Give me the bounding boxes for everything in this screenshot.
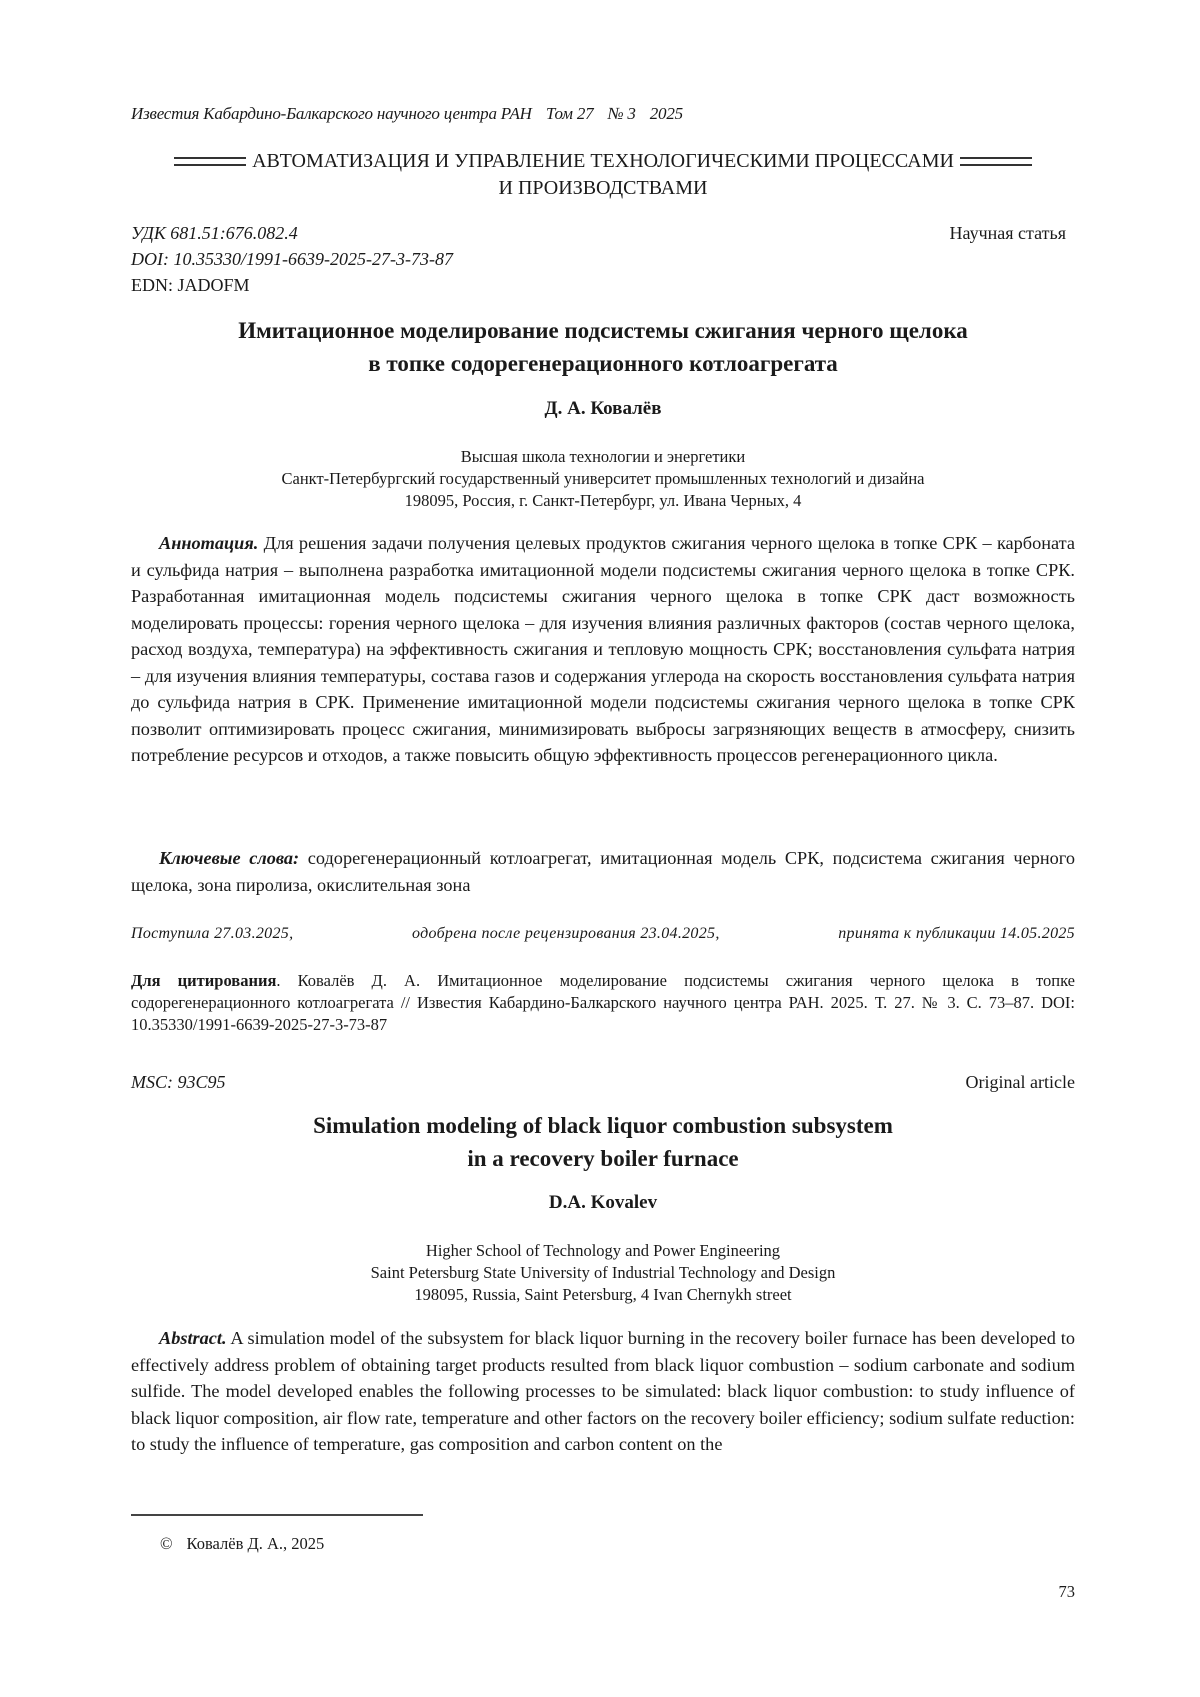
date-revised: одобрена после рецензирования 23.04.2025, (412, 925, 720, 942)
publication-dates (131, 925, 1075, 943)
journal-issue: № 3 (607, 104, 636, 123)
journal-volume: Том 27 (545, 104, 594, 123)
footnote-divider (131, 1514, 423, 1516)
affiliation-ru-line: 198095, Россия, г. Санкт-Петербург, ул. Ивана Черных, 4 (404, 491, 802, 510)
keywords-ru-text: содорегенерационный котлоагрегат, имитационная модель СРК, подсистема сжигания черного щелока, зона пиролиза, окислительная зона (131, 848, 1075, 895)
copyright-icon: © (160, 1534, 173, 1553)
affiliation-en-line: Higher School of Technology and Power Engineering (425, 1241, 781, 1260)
keywords-ru (131, 845, 1075, 898)
journal-name: Известия Кабардино-Балкарского научного центра РАН (131, 104, 532, 123)
date-accepted: принята к публикации 14.05.2025 (838, 925, 1075, 942)
article-meta-en (131, 1072, 1075, 1093)
section-heading (131, 148, 1075, 202)
keywords-ru-label: Ключевые слова: (159, 848, 300, 868)
abstract-ru-text: Для решения задачи получения целевых продуктов сжигания черного щелока в топке СРК – карбоната и сульфида натрия – выполнена разработка имитационной модели подсистемы сжигания черного щелока в топке СРК. Разработанная имитационная модель подсистемы сжигания черного щелока в топке СРК даст возможность моделировать процессы: горения черного щелока – для изучения влияния различных факторов (состав черного щелока, расход воздуха, температура) на эффективность сжигания и тепловую мощность СРК; восстановления сульфата натрия – для изучения влияния температуры, состава газов и содержания углерода на скорость восстановления сульфата натрия до сульфида натрия в СРК. Применение имитационной модели подсистемы сжигания черного щелока в топке СРК позволит оптимизировать процесс сжигания, минимизировать выбросы загрязняющих веществ в атмосферу, снизить потребление ресурсов и отходов, а также повысить общую эффективность процессов регенерационного цикла. (131, 533, 1075, 765)
article-title-en (131, 1109, 1075, 1175)
article-title-en-line1: Simulation modeling of black liquor combustion subsystem (313, 1113, 893, 1138)
double-rule-left (174, 157, 246, 166)
msc-code: MSC: 93C95 (131, 1072, 226, 1092)
journal-year: 2025 (649, 104, 683, 123)
article-title-ru-line1: Имитационное моделирование подсистемы сжигания черного щелока (238, 318, 968, 343)
citation-block (131, 970, 1075, 1036)
section-heading-line1: АВТОМАТИЗАЦИЯ И УПРАВЛЕНИЕ ТЕХНОЛОГИЧЕСКИМИ ПРОЦЕССАМИ (252, 150, 954, 172)
copyright-text: Ковалёв Д. А., 2025 (186, 1534, 325, 1553)
date-received: Поступила 27.03.2025, (131, 925, 294, 942)
author-ru: Д. А. Ковалёв (544, 398, 662, 419)
affiliation-ru-line: Санкт-Петербургский государственный университет промышленных технологий и дизайна (281, 469, 925, 488)
article-title-ru (131, 314, 1075, 380)
copyright-footnote (160, 1534, 324, 1554)
article-type-en: Original article (965, 1072, 1075, 1092)
affiliation-en-line: 198095, Russia, Saint Petersburg, 4 Ivan Chernykh street (414, 1285, 792, 1304)
section-heading-line2: И ПРОИЗВОДСТВАМИ (498, 177, 708, 199)
double-rule-right (960, 157, 1032, 166)
doi-link[interactable]: DOI: 10.35330/1991-6639-2025-27-3-73-87 (131, 249, 453, 269)
affiliation-ru-line: Высшая школа технологии и энергетики (460, 447, 746, 466)
page-number: 73 (1058, 1582, 1075, 1601)
article-type-ru: Научная статья (949, 223, 1066, 243)
author-en: D.A. Kovalev (548, 1192, 658, 1213)
abstract-en (131, 1325, 1075, 1458)
udc-code: УДК 681.51:676.082.4 (131, 223, 298, 243)
article-title-en-line2: in a recovery boiler furnace (467, 1146, 739, 1171)
abstract-en-label: Abstract. (159, 1328, 227, 1348)
abstract-en-text: A simulation model of the subsystem for black liquor burning in the recovery boiler furnace has been developed to effectively address problem of obtaining target products resulted from black liquor combustion – sodium carbonate and sodium sulfide. The model developed enables the following processes to be simulated: black liquor combustion: to study influence of black liquor composition, air flow rate, temperature and other factors on the recovery boiler efficiency; sodium sulfate reduction: to study the influence of temperature, gas composition and carbon content on the (131, 1328, 1075, 1454)
article-title-ru-line2: в топке содорегенерационного котлоагрегата (368, 351, 838, 376)
abstract-ru-label: Аннотация. (159, 533, 259, 553)
citation-text: . Ковалёв Д. А. Имитационное моделирование подсистемы сжигания черного щелока в топке содорегенерационного котлоагрегата // Известия Кабардино-Балкарского научного центра РАН. 2025. Т. 27. № 3. С. 73–87. DOI: 10.35330/1991-6639-2025-27-3-73-87 (131, 971, 1075, 1034)
running-head (131, 104, 683, 124)
article-meta-ru (131, 220, 1075, 298)
affiliation-en (131, 1240, 1075, 1306)
abstract-ru (131, 530, 1075, 769)
affiliation-ru (131, 446, 1075, 512)
affiliation-en-line: Saint Petersburg State University of Industrial Technology and Design (370, 1263, 836, 1282)
edn-code: EDN: JADOFM (131, 275, 250, 295)
citation-label: Для цитирования (131, 971, 277, 990)
